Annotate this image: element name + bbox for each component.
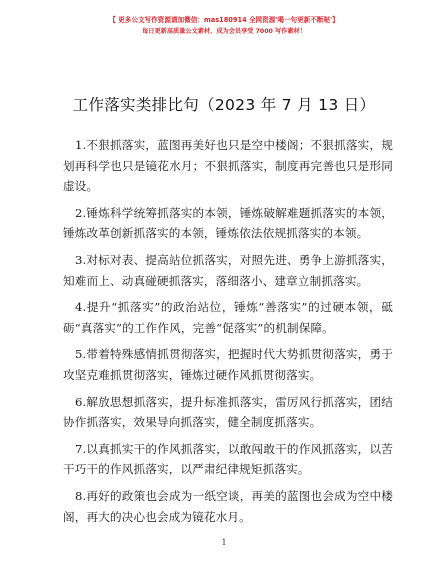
promo-line-1: 【 更多公文写作资源请加微信：mas180914 全网资源'喝一句更新不断哒'】 xyxy=(109,16,339,24)
promo-banner xyxy=(0,14,448,38)
page-number: 1 xyxy=(221,538,227,547)
paragraph-4: 4.提升“抓落实”的政治站位，锤炼“善落实”的过硬本领，砥砺“真落实”的工作作风，完善“促落实”的机制保障。 xyxy=(63,300,393,335)
paragraph-3: 3.对标对表、提高站位抓落实，对照先进、勇争上游抓落实，知难而上、动真碰硬抓落实，落细落小、建章立制抓落实。 xyxy=(63,252,393,288)
promo-line-2: 每日更新高质量公文素材，成为会员享受 7000 写作素材！ xyxy=(142,28,306,35)
paragraph-8: 8.再好的政策也会成为一纸空谈，再美的蓝图也会成为空中楼阁，再大的决心也会成为镜花水月。 xyxy=(63,488,393,524)
document-body xyxy=(63,135,393,533)
paragraph-6: 6.解放思想抓落实，提升标准抓落实，雷厉风行抓落实，团结协作抓落实，效果导向抓落实，健全制度抓落实。 xyxy=(63,394,393,430)
paragraph-2: 2.锤炼科学统筹抓落实的本领，锤炼破解难题抓落实的本领，锤炼改革创新抓落实的本领，锤炼依法依规抓落实的本领。 xyxy=(63,205,393,241)
document-title: 工作落实类排比句（2023 年 7 月 13 日） xyxy=(72,96,376,114)
paragraph-5: 5.带着特殊感情抓贯彻落实，把握时代大势抓贯彻落实，勇于攻坚克难抓贯彻落实，锤炼过硬作风抓贯彻落实。 xyxy=(63,347,393,382)
paragraph-7: 7.以真抓实干的作风抓落实，以敢闯敢干的作风抓落实，以苦干巧干的作风抓落实，以严肃纪律规矩抓落实。 xyxy=(63,441,393,477)
paragraph-1: 1.不狠抓落实，蓝图再美好也只是空中楼阁；不狠抓落实，规划再科学也只是镜花水月；不狠抓落实，制度再完善也只是形同虚设。 xyxy=(63,138,393,194)
